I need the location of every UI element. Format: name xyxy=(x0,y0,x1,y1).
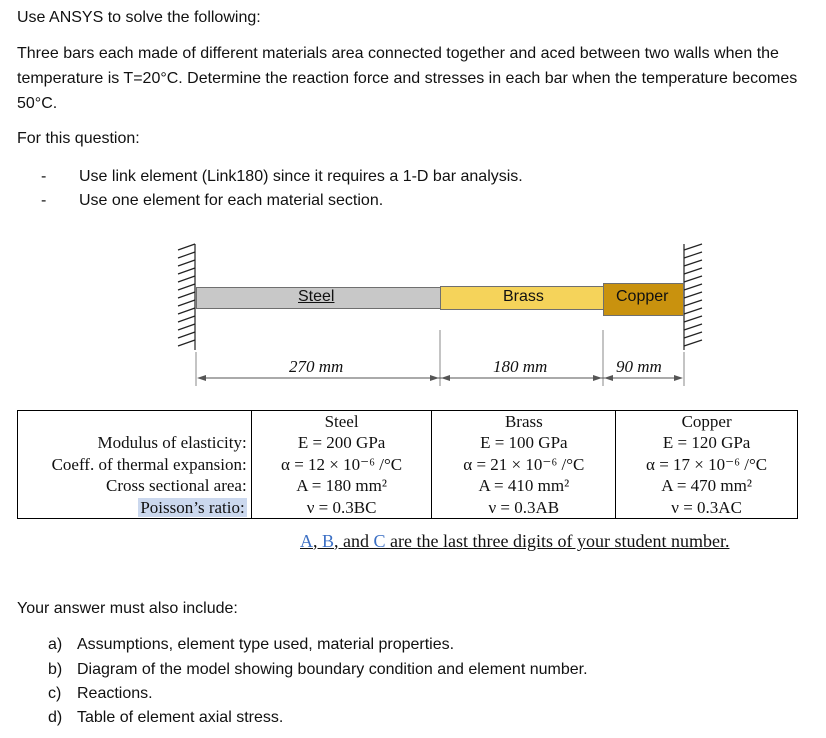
table-header: Copper xyxy=(616,411,798,433)
heading: Use ANSYS to solve the following: xyxy=(17,9,261,26)
bullet-marker: - xyxy=(41,168,47,185)
brass-length: 180 mm xyxy=(493,357,548,376)
row-label: Modulus of elasticity: xyxy=(18,432,252,453)
answer-letter: d) xyxy=(48,709,63,726)
bullet-text: Use one element for each material section. xyxy=(79,192,384,209)
table-cell: A = 410 mm² xyxy=(432,475,616,496)
note-c: C xyxy=(373,531,386,551)
row-label xyxy=(18,497,252,519)
table-row xyxy=(18,432,798,453)
problem-statement: Three bars each made of different materials area connected together and aced between two walls when the temperature is T=20°C. Determine the reaction force and stresses in each bar when the temperature becomes 50°C. xyxy=(17,45,798,112)
bullet-text: Use link element (Link180) since it requires a 1-D bar analysis. xyxy=(79,168,523,185)
student-number-note: A, B, and C are the last three digits of your student number. xyxy=(300,531,730,551)
table-cell: E = 200 GPa xyxy=(251,432,432,453)
for-question-label: For this question: xyxy=(17,130,140,147)
note-a: A xyxy=(300,531,313,551)
note-and: and xyxy=(343,531,370,551)
table-cell: A = 470 mm² xyxy=(616,475,798,496)
steel-length: 270 mm xyxy=(289,357,344,376)
steel-label: Steel xyxy=(298,288,335,305)
note-b: B xyxy=(322,531,335,551)
answer-text: Table of element axial stress. xyxy=(77,709,284,726)
table-cell: ν = 0.3AB xyxy=(432,497,616,519)
table-cell: E = 120 GPa xyxy=(616,432,798,453)
table-cell: α = 12 × 10⁻⁶ /°C xyxy=(251,454,432,475)
poisson-label: Poisson’s ratio: xyxy=(140,497,245,517)
answer-letter: a) xyxy=(48,636,63,653)
table-row xyxy=(18,475,798,496)
table-cell: ν = 0.3BC xyxy=(251,497,432,519)
table-cell: ν = 0.3AC xyxy=(616,497,798,519)
bullet-marker: - xyxy=(41,192,47,209)
material-properties-table xyxy=(17,410,798,519)
answer-letter: b) xyxy=(48,661,63,678)
table-cell: A = 180 mm² xyxy=(251,475,432,496)
table-header: Brass xyxy=(432,411,616,433)
answer-text: Diagram of the model showing boundary condition and element number. xyxy=(77,661,588,678)
copper-label: Copper xyxy=(616,288,669,305)
table-header-row xyxy=(18,411,798,433)
row-label: Coeff. of thermal expansion: xyxy=(18,454,252,475)
table-row xyxy=(18,497,798,519)
row-label: Cross sectional area: xyxy=(18,475,252,496)
answer-intro: Your answer must also include: xyxy=(17,600,238,617)
answer-letter: c) xyxy=(48,685,62,702)
note-rest: are the last three digits of your student number. xyxy=(390,531,730,551)
table-cell: α = 21 × 10⁻⁶ /°C xyxy=(432,454,616,475)
table-cell: E = 100 GPa xyxy=(432,432,616,453)
answer-text: Reactions. xyxy=(77,685,153,702)
table-cell xyxy=(18,411,252,433)
copper-length: 90 mm xyxy=(616,357,662,376)
table-header: Steel xyxy=(251,411,432,433)
right-wall-icon xyxy=(684,244,702,350)
answer-text: Assumptions, element type used, material properties. xyxy=(77,636,455,653)
left-wall-icon xyxy=(178,244,195,350)
table-cell: α = 17 × 10⁻⁶ /°C xyxy=(616,454,798,475)
table-row xyxy=(18,454,798,475)
brass-label: Brass xyxy=(503,288,544,305)
